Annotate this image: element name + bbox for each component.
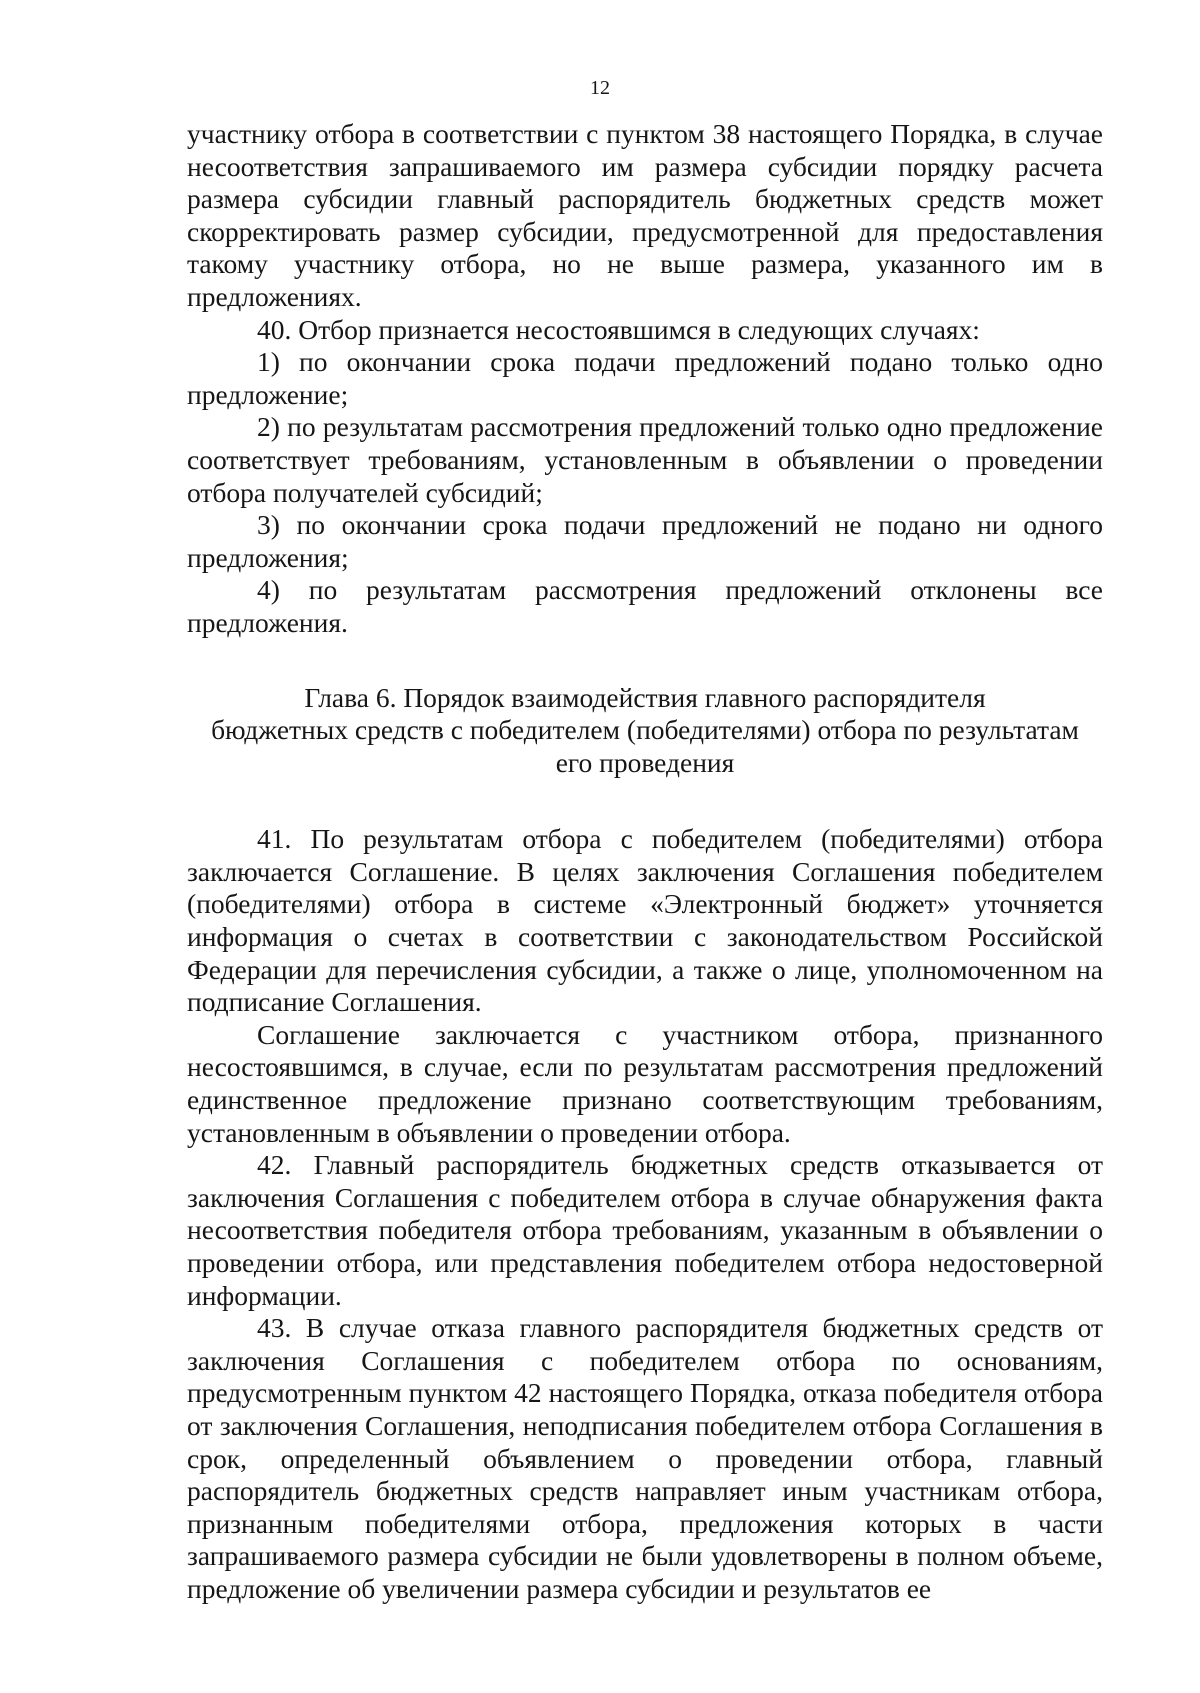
chapter-heading bbox=[187, 682, 1103, 780]
paragraph-continuation: участнику отбора в соответствии с пунктом 38 настоящего Порядка, в случае несоответствия запрашиваемого им размера субсидии порядку расчета размера субсидии главный распорядитель бюджетных средств может скорректировать размер субсидии, предусмотренной для предоставления такому участнику отбора, но не выше размера, указанного им в предложениях. bbox=[187, 118, 1103, 312]
paragraphs-after bbox=[187, 823, 1103, 1605]
paragraph-subitem-2: 2) по результатам рассмотрения предложений только одно предложение соответствует требованиям, установленным в объявлении о проведении отбора получателей субсидий; bbox=[187, 411, 1103, 508]
paragraph-item-41: 41. По результатам отбора с победителем (победителями) отбора заключается Соглашение. В целях заключения Соглашения победителем (победителями) отбора в системе «Электронный бюджет» уточняется информация о счетах в соответствии с законодательством Российской Федерации для перечисления субсидии, а также о лице, уполномоченном на подписание Соглашения. bbox=[187, 823, 1103, 1018]
paragraph-agreement: Соглашение заключается с участником отбора, признанного несостоявшимся, в случае, если по результатам рассмотрения предложений единственное предложение признано соответствующим требованиям, установленным в объявлении о проведении отбора. bbox=[187, 1018, 1103, 1148]
document-body bbox=[187, 118, 1103, 1606]
chapter-heading-line-3: его проведения bbox=[555, 746, 735, 778]
page-number: 12 bbox=[590, 77, 610, 99]
paragraphs-before bbox=[187, 118, 1103, 640]
paragraph-subitem-4: 4) по результатам рассмотрения предложений отклонены все предложения. bbox=[187, 574, 1103, 638]
chapter-heading-line-1: Глава 6. Порядок взаимодействия главного распорядителя bbox=[304, 681, 986, 713]
paragraph-subitem-3: 3) по окончании срока подачи предложений не подано ни одного предложения; bbox=[187, 509, 1103, 573]
chapter-heading-line-2: бюджетных средств с победителем (победителями) отбора по результатам bbox=[211, 714, 1079, 746]
paragraph-item-40: 40. Отбор признается несостоявшимся в следующих случаях: bbox=[257, 313, 980, 345]
paragraph-item-42: 42. Главный распорядитель бюджетных средств отказывается от заключения Соглашения с победителем отбора в случае обнаружения факта несоответствия победителя отбора требованиям, указанным в объявлении о проведении отбора, или представления победителем отбора недостоверной информации. bbox=[187, 1149, 1103, 1311]
paragraph-subitem-1: 1) по окончании срока подачи предложений подано только одно предложение; bbox=[187, 346, 1103, 410]
paragraph-item-43: 43. В случае отказа главного распорядителя бюджетных средств от заключения Соглашения с победителем отбора по основаниям, предусмотренным пунктом 42 настоящего Порядка, отказа победителя отбора от заключения Соглашения, неподписания победителем отбора Соглашения в срок, определенный объявлением о проведении отбора, главный распорядитель бюджетных средств направляет иным участникам отбора, признанным победителями отбора, предложения которых в части запрашиваемого размера субсидии не были удовлетворены в полном объеме, предложение об увеличении размера субсидии и результатов ее bbox=[187, 1312, 1103, 1604]
